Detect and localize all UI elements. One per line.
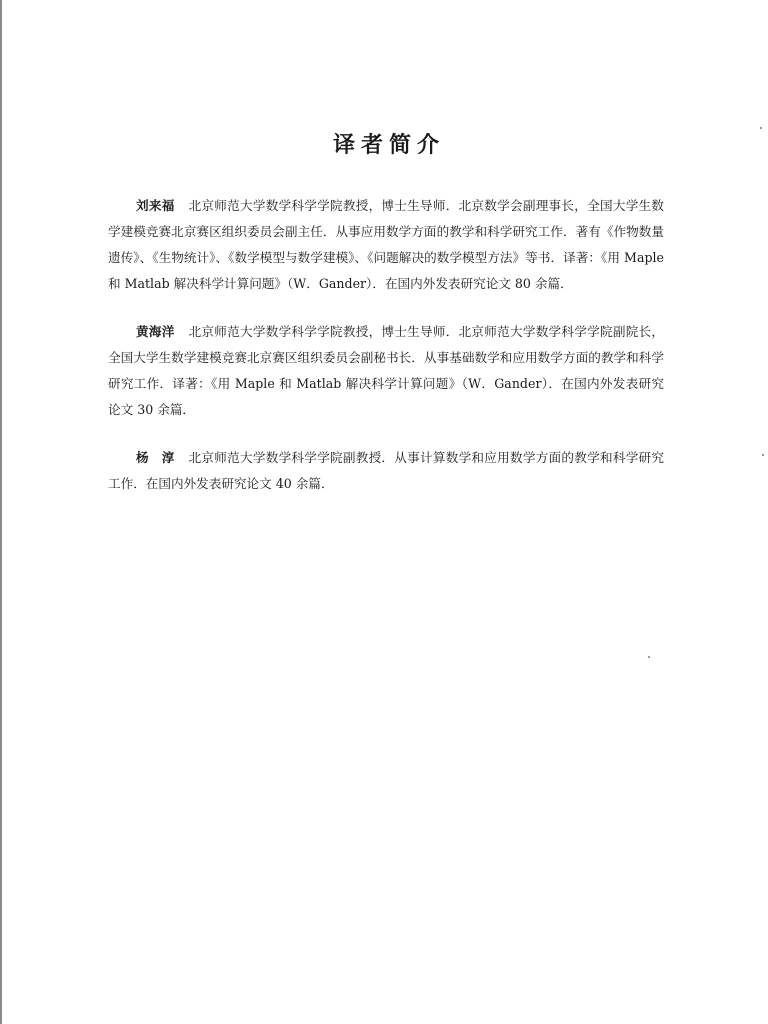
bio-yang-chun [108, 445, 664, 497]
bio-liu-laifu [108, 193, 664, 297]
bio-name: 黄海洋 [136, 324, 175, 339]
scan-speck [762, 454, 764, 456]
page-left-edge [0, 0, 2, 1024]
scan-speck [760, 127, 762, 129]
bio-text: 北京师范大学数学科学学院教授，博士生导师．北京师范大学数学科学学院副院长，全国大学生数学建模竞赛北京赛区组织委员会副秘书长．从事基础数学和应用数学方面的教学和科学研究工作．译著：《用 Maple 和 Matlab 解决科学计算问题》（W．Gander）．在国内外发表研究论文 30 余篇． [108, 324, 665, 417]
bio-name: 刘来福 [136, 198, 175, 213]
bio-text: 北京师范大学数学科学学院副教授．从事计算数学和应用数学方面的教学和科学研究工作．在国内外发表研究论文 40 余篇． [108, 450, 665, 491]
bio-text: 北京师范大学数学科学学院教授，博士生导师．北京数学会副理事长，全国大学生数学建模竞赛北京赛区组织委员会副主任．从事应用数学方面的教学和科学研究工作．著有《作物数量遗传》、《生物统计》、《数学模型与数学建模》、《问题解决的数学模型方法》等书．译著：《用 Maple 和 Matlab 解决科学计算问题》（W．Gander）．在国内外发表研究论文 80 余篇． [108, 198, 665, 291]
scan-speck [648, 656, 650, 658]
translator-intro-page [108, 128, 664, 519]
bio-name: 杨 淳 [136, 450, 175, 465]
page-title: 译者简介 [332, 133, 445, 158]
bio-huang-haiyang [108, 319, 664, 423]
